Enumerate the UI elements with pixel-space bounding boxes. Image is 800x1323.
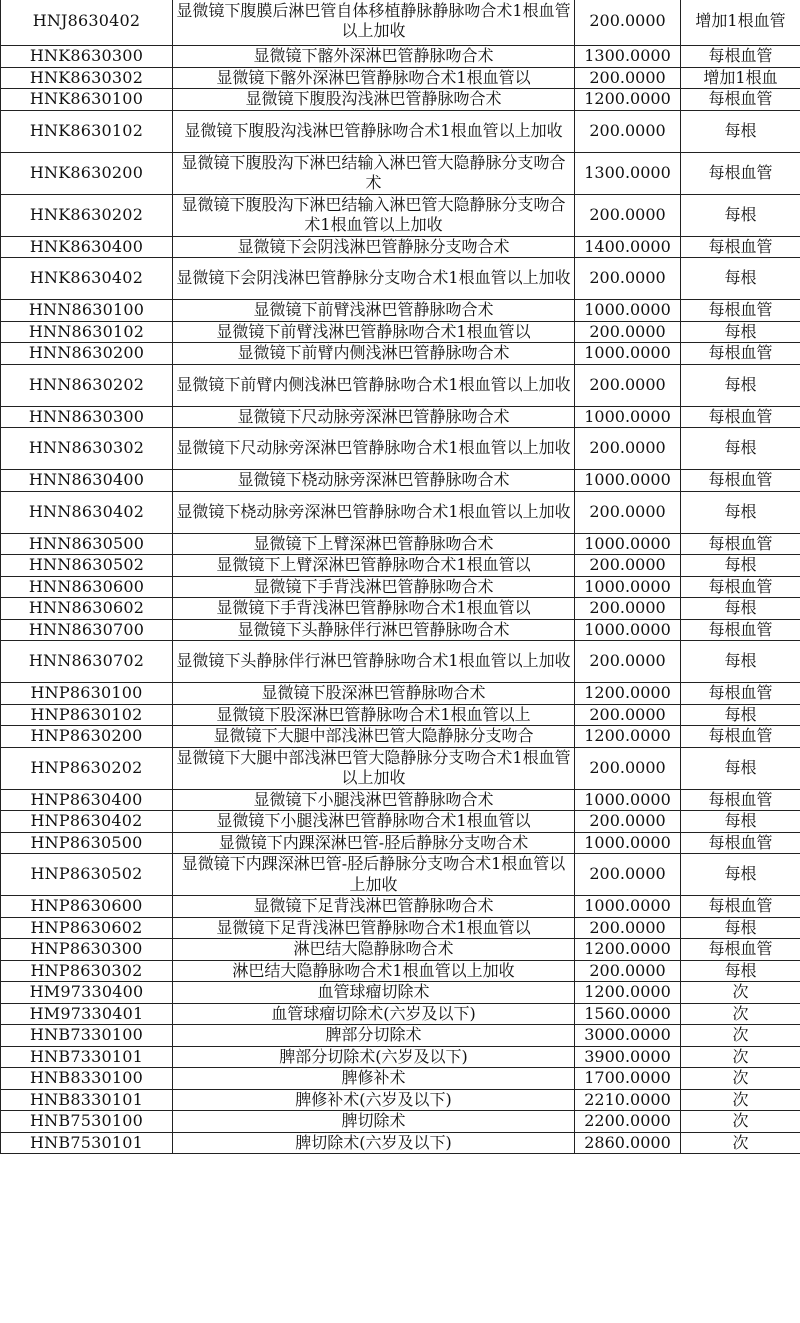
table-row [1,832,800,854]
code-cell: HNP8630302 [1,960,173,982]
table-row [1,683,800,705]
table-row [1,470,800,492]
price-cell: 1300.0000 [575,46,681,68]
price-cell: 1400.0000 [575,236,681,258]
price-cell: 2860.0000 [575,1132,681,1154]
table-row [1,854,800,896]
price-cell: 1000.0000 [575,832,681,854]
table-row [1,598,800,620]
name-cell: 显微镜下上臂深淋巴管静脉吻合术 [173,533,575,555]
price-cell: 200.0000 [575,110,681,152]
code-cell: HNB7530100 [1,1111,173,1133]
table-row [1,0,800,46]
price-cell: 200.0000 [575,555,681,577]
code-cell: HNP8630100 [1,683,173,705]
price-cell: 3000.0000 [575,1025,681,1047]
name-cell: 淋巴结大隐静脉吻合术 [173,939,575,961]
unit-cell: 每根 [681,428,800,470]
table-row [1,641,800,683]
unit-cell: 次 [681,1111,800,1133]
name-cell: 显微镜下尺动脉旁深淋巴管静脉吻合术1根血管以上加收 [173,428,575,470]
code-cell: HNB7530101 [1,1132,173,1154]
price-cell: 200.0000 [575,704,681,726]
price-cell: 200.0000 [575,747,681,789]
unit-cell: 每根血管 [681,343,800,365]
table-row [1,726,800,748]
price-cell: 3900.0000 [575,1046,681,1068]
unit-cell: 每根血管 [681,896,800,918]
unit-cell: 增加1根血 [681,67,800,89]
code-cell: HNN8630500 [1,533,173,555]
price-cell: 1200.0000 [575,939,681,961]
code-cell: HNP8630300 [1,939,173,961]
name-cell: 显微镜下前臂内侧浅淋巴管静脉吻合术 [173,343,575,365]
name-cell: 显微镜下腹股沟下淋巴结输入淋巴管大隐静脉分支吻合术 [173,152,575,194]
name-cell: 显微镜下髂外深淋巴管静脉吻合术 [173,46,575,68]
unit-cell: 每根 [681,258,800,300]
name-cell: 脾切除术 [173,1111,575,1133]
price-cell: 200.0000 [575,0,681,46]
name-cell: 显微镜下头静脉伴行淋巴管静脉吻合术 [173,619,575,641]
table-row [1,364,800,406]
table-row [1,960,800,982]
table-row [1,258,800,300]
name-cell: 显微镜下手背浅淋巴管静脉吻合术 [173,576,575,598]
code-cell: HNN8630302 [1,428,173,470]
table-row [1,917,800,939]
unit-cell: 次 [681,1046,800,1068]
code-cell: HNN8630202 [1,364,173,406]
unit-cell: 每根 [681,598,800,620]
unit-cell: 每根血管 [681,89,800,111]
price-cell: 1000.0000 [575,300,681,322]
price-cell: 200.0000 [575,811,681,833]
code-cell: HNJ8630402 [1,0,173,46]
price-cell: 200.0000 [575,598,681,620]
table-row [1,747,800,789]
price-cell: 1560.0000 [575,1003,681,1025]
price-cell: 1000.0000 [575,896,681,918]
table-row [1,110,800,152]
table-row [1,939,800,961]
table-row [1,789,800,811]
table-row [1,152,800,194]
unit-cell: 每根血管 [681,406,800,428]
table-row [1,1089,800,1111]
code-cell: HNN8630602 [1,598,173,620]
code-cell: HNK8630302 [1,67,173,89]
table-row [1,67,800,89]
unit-cell: 每根 [681,854,800,896]
code-cell: HM97330401 [1,1003,173,1025]
unit-cell: 每根血管 [681,236,800,258]
name-cell: 显微镜下腹股沟浅淋巴管静脉吻合术1根血管以上加收 [173,110,575,152]
unit-cell: 每根 [681,555,800,577]
code-cell: HNN8630400 [1,470,173,492]
table-row [1,555,800,577]
code-cell: HNN8630700 [1,619,173,641]
price-cell: 200.0000 [575,428,681,470]
code-cell: HNP8630500 [1,832,173,854]
price-cell: 200.0000 [575,258,681,300]
code-cell: HNK8630100 [1,89,173,111]
code-cell: HNN8630502 [1,555,173,577]
name-cell: 显微镜下小腿浅淋巴管静脉吻合术 [173,789,575,811]
code-cell: HNN8630100 [1,300,173,322]
name-cell: 显微镜下头静脉伴行淋巴管静脉吻合术1根血管以上加收 [173,641,575,683]
table-row [1,300,800,322]
table-row [1,406,800,428]
table-row [1,1068,800,1090]
code-cell: HNP8630402 [1,811,173,833]
table-row [1,533,800,555]
unit-cell: 次 [681,1003,800,1025]
price-cell: 200.0000 [575,321,681,343]
code-cell: HNK8630402 [1,258,173,300]
price-cell: 1000.0000 [575,470,681,492]
name-cell: 显微镜下桡动脉旁深淋巴管静脉吻合术 [173,470,575,492]
unit-cell: 每根血管 [681,683,800,705]
price-cell: 1000.0000 [575,533,681,555]
unit-cell: 每根血管 [681,470,800,492]
code-cell: HNP8630200 [1,726,173,748]
name-cell: 显微镜下尺动脉旁深淋巴管静脉吻合术 [173,406,575,428]
code-cell: HNP8630502 [1,854,173,896]
code-cell: HM97330400 [1,982,173,1004]
table-row [1,1046,800,1068]
name-cell: 显微镜下股深淋巴管静脉吻合术1根血管以上 [173,704,575,726]
name-cell: 显微镜下手背浅淋巴管静脉吻合术1根血管以 [173,598,575,620]
unit-cell: 每根 [681,194,800,236]
name-cell: 显微镜下足背浅淋巴管静脉吻合术 [173,896,575,918]
code-cell: HNP8630202 [1,747,173,789]
unit-cell: 次 [681,1132,800,1154]
code-cell: HNP8630102 [1,704,173,726]
unit-cell: 每根血管 [681,300,800,322]
price-cell: 200.0000 [575,854,681,896]
table-row [1,1003,800,1025]
unit-cell: 每根 [681,321,800,343]
name-cell: 显微镜下前臂浅淋巴管静脉吻合术1根血管以 [173,321,575,343]
name-cell: 显微镜下足背浅淋巴管静脉吻合术1根血管以 [173,917,575,939]
table-row [1,704,800,726]
code-cell: HNP8630600 [1,896,173,918]
price-cell: 1200.0000 [575,982,681,1004]
table-row [1,236,800,258]
price-cell: 1200.0000 [575,683,681,705]
unit-cell: 次 [681,1025,800,1047]
name-cell: 显微镜下股深淋巴管静脉吻合术 [173,683,575,705]
unit-cell: 每根血管 [681,533,800,555]
price-cell: 1700.0000 [575,1068,681,1090]
name-cell: 血管球瘤切除术(六岁及以下) [173,1003,575,1025]
code-cell: HNN8630300 [1,406,173,428]
name-cell: 显微镜下桡动脉旁深淋巴管静脉吻合术1根血管以上加收 [173,491,575,533]
unit-cell: 每根 [681,704,800,726]
table-row [1,576,800,598]
price-cell: 1200.0000 [575,726,681,748]
table-row [1,321,800,343]
unit-cell: 每根血管 [681,789,800,811]
name-cell: 显微镜下腹股沟下淋巴结输入淋巴管大隐静脉分支吻合术1根血管以上加收 [173,194,575,236]
price-cell: 1000.0000 [575,576,681,598]
unit-cell: 每根血管 [681,619,800,641]
price-cell: 200.0000 [575,194,681,236]
unit-cell: 每根 [681,747,800,789]
code-cell: HNN8630102 [1,321,173,343]
name-cell: 显微镜下内踝深淋巴管-胫后静脉分支吻合术1根血管以上加收 [173,854,575,896]
table-row [1,491,800,533]
name-cell: 显微镜下会阴浅淋巴管静脉分支吻合术1根血管以上加收 [173,258,575,300]
code-cell: HNB8330100 [1,1068,173,1090]
code-cell: HNK8630300 [1,46,173,68]
name-cell: 显微镜下会阴浅淋巴管静脉分支吻合术 [173,236,575,258]
table-row [1,428,800,470]
price-cell: 1300.0000 [575,152,681,194]
name-cell: 显微镜下小腿浅淋巴管静脉吻合术1根血管以 [173,811,575,833]
name-cell: 脾切除术(六岁及以下) [173,1132,575,1154]
name-cell: 血管球瘤切除术 [173,982,575,1004]
name-cell: 脾修补术(六岁及以下) [173,1089,575,1111]
name-cell: 显微镜下内踝深淋巴管-胫后静脉分支吻合术 [173,832,575,854]
code-cell: HNN8630600 [1,576,173,598]
unit-cell: 每根 [681,960,800,982]
unit-cell: 每根 [681,491,800,533]
code-cell: HNP8630602 [1,917,173,939]
name-cell: 显微镜下髂外深淋巴管静脉吻合术1根血管以 [173,67,575,89]
price-cell: 1000.0000 [575,789,681,811]
unit-cell: 每根 [681,811,800,833]
table-row [1,343,800,365]
table-row [1,896,800,918]
code-cell: HNB7330100 [1,1025,173,1047]
unit-cell: 增加1根血管 [681,0,800,46]
name-cell: 显微镜下大腿中部浅淋巴管大隐静脉分支吻合 [173,726,575,748]
unit-cell: 每根血管 [681,46,800,68]
code-cell: HNN8630200 [1,343,173,365]
price-cell: 1200.0000 [575,89,681,111]
unit-cell: 每根血管 [681,152,800,194]
code-cell: HNN8630402 [1,491,173,533]
table-row [1,619,800,641]
unit-cell: 每根血管 [681,576,800,598]
table-row [1,1111,800,1133]
price-cell: 200.0000 [575,960,681,982]
name-cell: 淋巴结大隐静脉吻合术1根血管以上加收 [173,960,575,982]
code-cell: HNN8630702 [1,641,173,683]
unit-cell: 次 [681,1068,800,1090]
unit-cell: 每根 [681,917,800,939]
code-cell: HNK8630102 [1,110,173,152]
name-cell: 脾部分切除术(六岁及以下) [173,1046,575,1068]
price-cell: 2200.0000 [575,1111,681,1133]
table-row [1,194,800,236]
price-cell: 1000.0000 [575,406,681,428]
price-cell: 200.0000 [575,491,681,533]
name-cell: 显微镜下大腿中部浅淋巴管大隐静脉分支吻合术1根血管以上加收 [173,747,575,789]
table-row [1,982,800,1004]
unit-cell: 每根 [681,364,800,406]
unit-cell: 每根血管 [681,939,800,961]
price-cell: 200.0000 [575,641,681,683]
unit-cell: 次 [681,982,800,1004]
price-cell: 2210.0000 [575,1089,681,1111]
unit-cell: 每根血管 [681,726,800,748]
table-row [1,89,800,111]
code-cell: HNB8330101 [1,1089,173,1111]
unit-cell: 每根 [681,110,800,152]
table-row [1,811,800,833]
name-cell: 显微镜下腹膜后淋巴管自体移植静脉静脉吻合术1根血管以上加收 [173,0,575,46]
price-cell: 200.0000 [575,917,681,939]
code-cell: HNK8630400 [1,236,173,258]
table-row [1,1025,800,1047]
table-row [1,46,800,68]
name-cell: 显微镜下上臂深淋巴管静脉吻合术1根血管以 [173,555,575,577]
code-cell: HNK8630202 [1,194,173,236]
code-cell: HNP8630400 [1,789,173,811]
name-cell: 脾修补术 [173,1068,575,1090]
fee-table-body [1,0,800,1154]
table-row [1,1132,800,1154]
price-cell: 1000.0000 [575,619,681,641]
name-cell: 脾部分切除术 [173,1025,575,1047]
price-cell: 200.0000 [575,67,681,89]
unit-cell: 次 [681,1089,800,1111]
code-cell: HNB7330101 [1,1046,173,1068]
name-cell: 显微镜下腹股沟浅淋巴管静脉吻合术 [173,89,575,111]
unit-cell: 每根血管 [681,832,800,854]
code-cell: HNK8630200 [1,152,173,194]
price-cell: 1000.0000 [575,343,681,365]
name-cell: 显微镜下前臂浅淋巴管静脉吻合术 [173,300,575,322]
unit-cell: 每根 [681,641,800,683]
price-cell: 200.0000 [575,364,681,406]
name-cell: 显微镜下前臂内侧浅淋巴管静脉吻合术1根血管以上加收 [173,364,575,406]
